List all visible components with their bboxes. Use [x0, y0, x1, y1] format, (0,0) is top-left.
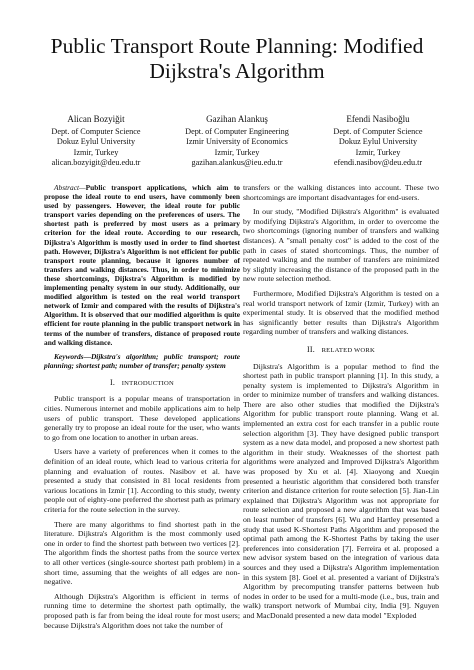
- author-affiliation: Dokuz Eylul University: [56, 137, 136, 147]
- section-number: I.: [110, 377, 116, 387]
- body-paragraph: In our study, "Modified Dijkstra's Algorithm" is evaluated by modifying Dijkstra's Algorithm, in order to overcome the two shortcomings (ignoring number of transfers and walking distances). A "small penalty cost" is added to the cost of the path in cases of stated shortcomings. Thus, the number of repeated walking and the number of transfers are minimized by slightly increasing the distance of the proposed path in the new route selection method.: [243, 207, 439, 284]
- author-affiliation: Dept. of Computer Engineering: [185, 127, 289, 136]
- author-name: Efendi Nasiboğlu: [346, 114, 410, 124]
- author-affiliation: Dept. of Computer Science: [333, 127, 423, 136]
- body-paragraph: Dijkstra's Algorithm is a popular method to find the shortest path in public transport planning [1]. In this study, a penalty system is implemented to Dijkstra's Algorithm in order to minimize number of transfers and walking distances. There are also other studies that modified the Dijkstra's Algorithm for public transport route planning. Wang et al. implemented an extra cost for each transfer in a public route selection algorithm [3]. They have designed public transport system as a new data model, and proposed a new shortest path algorithm in their study. Weaknesses of the shortest path algorithms were analyzed and Improved Dijkstra's Algorithm was proposed by Xu et al. [4]. Xiaoyong and Xueqin presented a heuristic algorithm that considered both transfer criterion and distance criterion for route selection [5]. Jian-Lin explained that Dijkstra's Algorithm was not appropriate for route selection and proposed a new algorithm that was based on least number of transfers [6]. Wu and Hartley presented a study that used K-Shortest Paths Algorithm and proposed the optimal path among the K-Shortest Paths by taking the user preferences into consideration [7]. Ferreira et al. proposed a new advisor system based on the integration of various data sources and they used a Dijkstra's Algorithm implementation in this system [8]. Goel et al. presented a variant of Dijkstra's Algorithm by precomputing transfer patterns between hub nodes in order to be used for a multi-mode (i.e., bus, train and walk) transport network of Mumbai city, India [9]. Nguyen and MacDonald presented a new data model "Exploded: [243, 361, 439, 620]
- author-location: Izmir, Turkey: [355, 147, 401, 157]
- author-location: Izmir, Turkey: [214, 147, 260, 157]
- author-email: alican.bozyigit@deu.edu.tr: [51, 158, 141, 168]
- keywords: Keywords—Dijkstra's algorithm; public transport; route planning; shortest path; number of transfer; penalty system: [44, 351, 240, 370]
- section-title: INTRODUCTION: [121, 379, 174, 387]
- author-affiliation: Dokuz Eylul University: [338, 137, 418, 147]
- abstract: [44, 183, 240, 347]
- author-block-3: [308, 114, 448, 169]
- abstract-text: Public transport applications, which aim to propose the ideal route to end users, have commonly been used by passengers. However, the ideal route for public transport varies depending on the preferences of users. The shortest path is preferred by most users as a primary criterion for the ideal route. According to our research, Dijkstra's Algorithm is mostly used in order to find shortest path. However, Dijkstra's Algorithm is not efficient for public transport route planning, because it ignores number of transfers and walking distances. Thus, in order to minimize these shortcomings, Dijkstra's Algorithm is modified by implementing penalty system in our study. Additionally, our modified algorithm is tested on the real world transport network of Izmir and compared with the results of Dijkstra's Algorithm. It is observed that our modified algorithm is quite efficient for route planning in the public transport network in terms of the number of transfers, distance of proposed route and walking distance.: [44, 183, 240, 347]
- author-block-2: [167, 114, 307, 169]
- paper-title: Public Transport Route Planning: Modified Dijkstra's Algorithm: [50, 34, 424, 83]
- body-paragraph: There are many algorithms to find shortest path in the literature. Dijkstra's Algorithm is the most commonly used one in order to find the shortest path between two vertices [2]. The algorithm finds the shortest paths from the source vertex to all other vertices (single-source shortest path problem) in a short time, assuming that the weights of all edges are non-negative.: [44, 519, 240, 587]
- body-paragraph: Although Dijkstra's Algorithm is efficient in terms of running time to determine the shortest path optimally, the proposed path is far from being the ideal route for most users; because Dijkstra's Algorithm does not take the number of: [44, 591, 240, 630]
- body-paragraph: Public transport is a popular means of transportation in cities. Numerous internet and mobile applications aim to help users of public transport. These developed applications generally try to propose an ideal route for the user, who wants to go from one location to another in urban areas.: [44, 394, 240, 442]
- author-affiliation: Dept. of Computer Science: [51, 127, 141, 136]
- left-column: [44, 183, 240, 635]
- section-title: RELATED WORK: [321, 346, 375, 354]
- author-name: Alican Bozyiğit: [67, 114, 125, 124]
- section-number: II.: [307, 344, 315, 354]
- author-email: efendi.nasibov@deu.edu.tr: [333, 158, 423, 168]
- author-affiliation: Izmir University of Economics: [186, 137, 288, 147]
- body-paragraph: transfers or the walking distances into account. These two shortcomings are important disadvantages for end-users.: [243, 183, 439, 202]
- section-heading-introduction: [44, 378, 240, 389]
- author-name: Gazihan Alankuş: [206, 114, 268, 124]
- body-paragraph: Furthermore, Modified Dijkstra's Algorithm is tested on a real world transport network of Izmir (Izmir, Turkey) with an experimental study. It is observed that the modified method has significantly better results than Dijkstra's Algorithm regarding number of transfers and walking distances.: [243, 288, 439, 337]
- right-column: [243, 183, 439, 626]
- abstract-lead: Abstract—: [54, 183, 86, 192]
- author-email: gazihan.alankus@ieu.edu.tr: [191, 158, 283, 168]
- body-paragraph: Users have a variety of preferences when it comes to the definition of an ideal route, which lead to various criteria for planning and evaluation of routes. Nasibov et al. have presented a study that consisted in 81 local residents from various locations in Izmir [1]. According to this study, twenty people out of eighty-one preferred the shortest path as primary criteria for the route selection in the survey.: [44, 447, 240, 514]
- section-heading-related-work: [243, 345, 439, 356]
- author-location: Izmir, Turkey: [73, 147, 119, 157]
- author-block-1: [26, 114, 166, 169]
